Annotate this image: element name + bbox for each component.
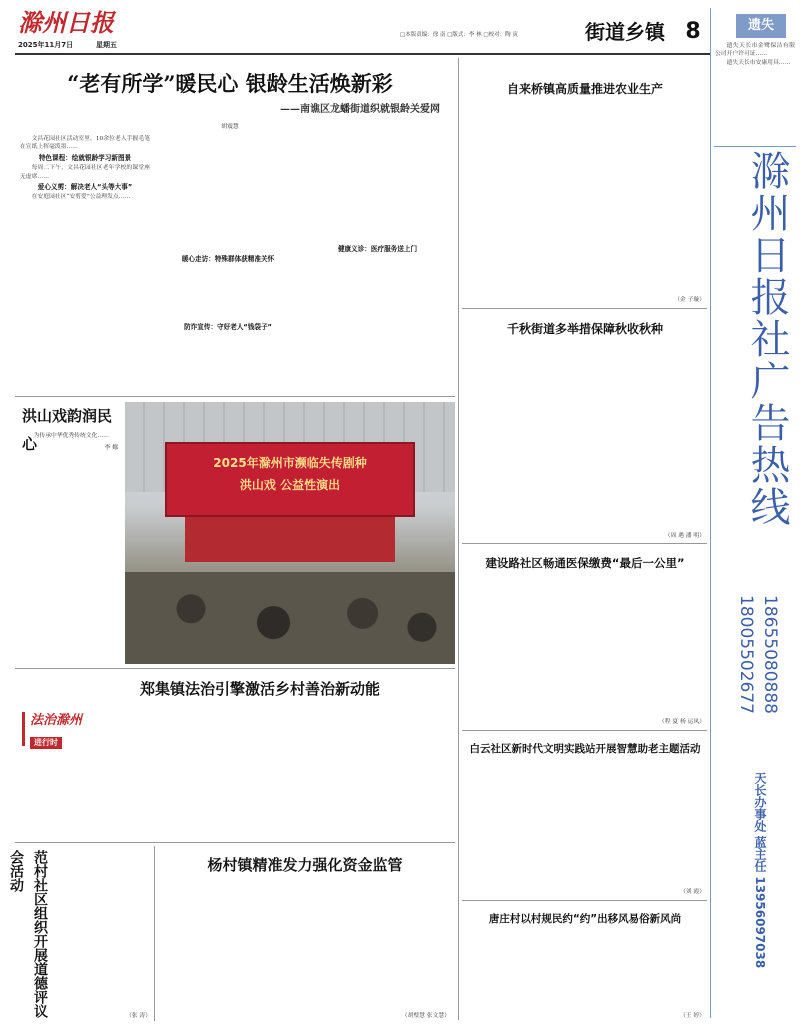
divider	[462, 543, 707, 544]
photo-story-title: 洪山戏韵润民心	[22, 407, 113, 453]
photo-caption	[22, 432, 118, 632]
fancun-body	[56, 850, 151, 1020]
audience-area	[125, 572, 455, 664]
photo-caption-text: 为传承中华优秀传统文化……	[33, 433, 109, 439]
banner-line-2: 洪山戏 公益性演出	[239, 478, 341, 492]
tangzhuang-author: （王 婷）	[679, 1012, 705, 1019]
divider	[15, 842, 455, 843]
masthead-date: 2025年11月7日	[18, 41, 74, 49]
jianshelu-title: 建设路社区畅通医保缴费“最后一公里”	[485, 556, 685, 570]
baiyun-title: 白云社区新时代文明实践站开展智慧助老主题活动	[469, 743, 701, 755]
sidebar-rule	[714, 146, 796, 147]
lead-paragraph: 文昌花园社区活动室里，10余位老人手握毛笔在宣纸上挥毫泼墨……	[20, 136, 150, 151]
stage-floor	[185, 517, 395, 562]
qianqiu-author: （周 遇 潘 明）	[664, 532, 705, 539]
yangcun-byline: （胡璧慧 张文慧）	[401, 1012, 450, 1019]
zilaiqiao-body	[465, 104, 705, 304]
zilaiqiao-author: （金 子璇）	[674, 296, 705, 303]
legal-logo-subtitle: 进行时	[30, 737, 62, 749]
legal-logo-title: 法治滁州	[30, 713, 83, 728]
sidebar-divider	[710, 8, 711, 1018]
lost-notices	[715, 42, 795, 142]
page-number: 8	[685, 19, 701, 44]
ad-phone-2: 18005502677	[736, 595, 756, 714]
jianshelu-body	[465, 578, 705, 726]
zhengji-title: 郑集镇法治引擎激活乡村善治新动能	[139, 680, 380, 698]
divider	[15, 668, 455, 669]
qianqiu-title: 千秋街道多举措保障秋收秋种	[506, 322, 663, 336]
zilaiqiao-title: 自来桥镇高质量推进农业生产	[506, 82, 663, 96]
ad-office: 天长办事处 蓝主任 13956097038	[753, 772, 767, 969]
lead-column-1	[20, 135, 150, 397]
divider	[15, 396, 455, 397]
yangcun-body	[160, 884, 450, 1020]
lost-notice-label: 遗失	[736, 14, 786, 38]
lead-subhead: 防诈宣传：守好老人“钱袋子”	[184, 323, 272, 332]
yangcun-title: 杨村镇精准发力强化资金监管	[207, 856, 403, 874]
baiyun-author: （刘 霞）	[679, 888, 705, 895]
masthead-editors: □本版责编：徐 南 □版式：李 林 □校对：陶 寅	[400, 32, 518, 38]
lead-paragraph: 每周二下午，文昌花园社区老年学校的课堂座无虚席……	[20, 165, 150, 180]
masthead-weekday: 星期五	[96, 41, 117, 49]
masthead-paper-name: 滁州日报	[18, 8, 114, 37]
legal-logo	[22, 712, 122, 746]
photo-author: 李 娜	[104, 445, 118, 452]
lead-subhead: 健康义诊：医疗服务送上门	[337, 245, 418, 253]
lead-subhead: 暖心走访：特殊群体获精准关怀	[181, 255, 275, 263]
lead-subtitle: ——南谯区龙蟠街道织就银龄关爱网	[280, 104, 440, 115]
ad-phone-1: 18655080888	[760, 595, 780, 714]
lead-paragraph: 在安庭园社区“安剪爱”公益理发点……	[31, 194, 131, 201]
divider	[462, 730, 707, 731]
masthead-rule	[15, 53, 710, 55]
ad-title: 滁州日报社广告热线	[744, 150, 790, 528]
fancun-author: （张 涛）	[125, 1012, 151, 1019]
lead-title: “老有所学”暖民心 银龄生活焕新彩	[67, 71, 393, 96]
tangzhuang-title: 唐庄村以村规民约“约”出移风易俗新风尚	[488, 913, 682, 925]
lead-column-3	[305, 135, 450, 397]
divider	[154, 846, 155, 1021]
zhengji-body	[22, 750, 452, 810]
divider	[462, 900, 707, 901]
lead-column-2	[158, 135, 298, 397]
section-name: 街道乡镇	[585, 20, 665, 44]
opera-photo	[125, 402, 455, 664]
divider	[462, 308, 707, 309]
fancun-title: 范村社区组织开展道德评议会活动	[8, 850, 48, 1018]
lost-notice: 遗失天长市金鹭保洁有限公司开户许可证……	[715, 43, 795, 58]
lead-byline: 胡震慧	[221, 124, 239, 130]
divider	[458, 58, 459, 1020]
lead-subhead: 特色课程：绘就银龄学习新图景	[38, 153, 132, 162]
tangzhuang-body	[465, 934, 705, 1020]
banner-line-1: 2025年滁州市濒临失传剧种	[213, 456, 367, 470]
baiyun-body	[465, 764, 705, 896]
lead-subhead: 爱心义剪：解决老人“头等大事”	[37, 183, 133, 192]
stage-banner	[165, 442, 415, 517]
jianshelu-author: （程 夏 杨 运凤）	[658, 718, 705, 725]
qianqiu-body	[465, 344, 705, 540]
lost-notice: 遗失天长市安康用具……	[726, 59, 791, 66]
